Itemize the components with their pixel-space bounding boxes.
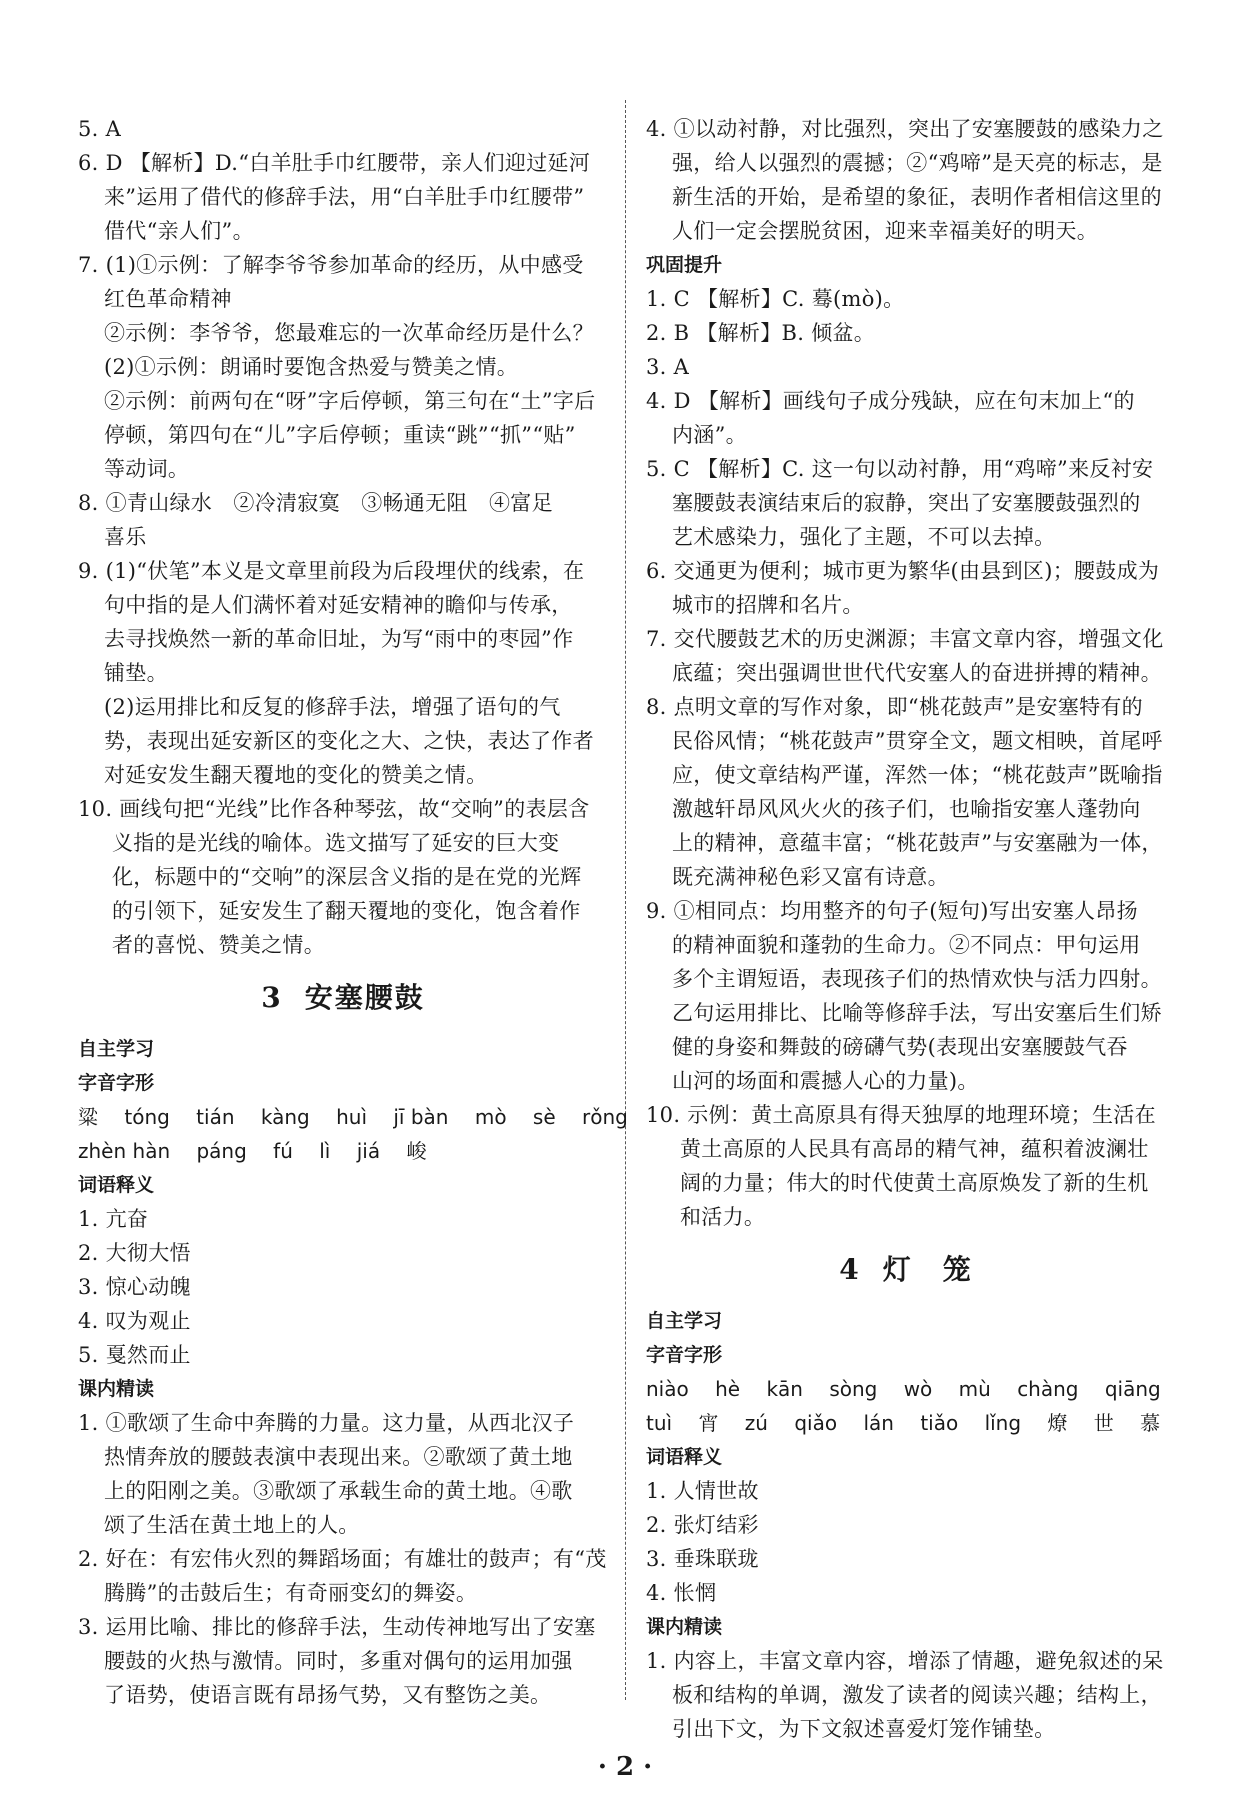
pinyin-item: 慕 [1140, 1411, 1161, 1435]
answer-line: ②示例：前两句在“呀”字后停顿，第三句在“土”字后 [104, 389, 596, 413]
pinyin-item: 世 [1093, 1411, 1114, 1435]
pinyin-item: hè [715, 1377, 741, 1401]
ciyu-item: 1. 亢奋 [78, 1207, 149, 1231]
answer-line: 新生活的开始，是希望的象征，表明作者相信这里的 [672, 185, 1162, 209]
right-column [646, 112, 1166, 1746]
section-title-text: 安塞腰鼓 [304, 981, 425, 1014]
page-number: · 2 · [597, 1752, 653, 1782]
heading-ciyu-shiyi: 词语释义 [646, 1446, 723, 1468]
section-title-denglong [646, 1248, 1166, 1298]
answer-line: 7. 交代腰鼓艺术的历史渊源；丰富文章内容，增强文化 [646, 627, 1164, 651]
answer-line: 势，表现出延安新区的变化之大、之快，表达了作者 [104, 729, 594, 753]
answer-line: 多个主谓短语，表现孩子们的热情欢快与活力四射。 [672, 967, 1162, 991]
pinyin-item: lì [319, 1139, 331, 1163]
pinyin-item: lǐng [984, 1411, 1022, 1435]
ciyu-item: 3. 垂珠联珑 [646, 1547, 759, 1571]
pinyin-item: sòng [829, 1377, 878, 1401]
heading-kenei-jingdu: 课内精读 [646, 1616, 723, 1638]
ciyu-item: 5. 戛然而止 [78, 1343, 191, 1367]
answer-line: (2)①示例：朗诵时要饱含热爱与赞美之情。 [104, 355, 519, 379]
answer-line: 义指的是光线的喻体。选文描写了延安的巨大变 [112, 831, 560, 855]
heading-ziyin-zixing: 字音字形 [78, 1072, 155, 1094]
pinyin-item: sè [532, 1105, 556, 1129]
ciyu-item: 2. 张灯结彩 [646, 1513, 759, 1537]
answer-line: 8. ①青山绿水 ②冷清寂寞 ③畅通无阻 ④富足 [78, 491, 553, 515]
answer-line: 阔的力量；伟大的时代使黄土高原焕发了新的生机 [680, 1171, 1149, 1195]
answer-line: 3. 运用比喻、排比的修辞手法，生动传神地写出了安塞 [78, 1615, 596, 1639]
heading-ziyin-zixing: 字音字形 [646, 1344, 723, 1366]
answer-line: 底蕴；突出强调世世代代安塞人的奋进拼搏的精神。 [672, 661, 1162, 685]
section-title-text: 灯 笼 [882, 1253, 973, 1286]
answer-line: 喜乐 [104, 525, 147, 549]
pinyin-row [646, 1406, 1166, 1440]
answer-line: 来”运用了借代的修辞手法，用“白羊肚手巾红腰带” [104, 185, 585, 209]
section-number: 4 [839, 1253, 861, 1286]
ciyu-item: 3. 惊心动魄 [78, 1275, 191, 1299]
pinyin-item: lán [863, 1411, 894, 1435]
answer-line: 和活力。 [680, 1205, 766, 1229]
answer-line: 强，给人以强烈的震撼；②“鸡啼”是天亮的标志，是 [672, 151, 1163, 175]
pinyin-item: tóng [124, 1105, 170, 1129]
answer-line: 停顿，第四句在“儿”字后停顿；重读“跳”“抓”“贴” [104, 423, 576, 447]
answer-line: 句中指的是人们满怀着对延安精神的瞻仰与传承， [104, 593, 573, 617]
answer-line: 借代“亲人们”。 [104, 219, 254, 243]
answer-line: 的精神面貌和蓬勃的生命力。②不同点：甲句运用 [672, 933, 1141, 957]
ciyu-item: 2. 大彻大悟 [78, 1241, 191, 1265]
answer-line: 2. 好在：有宏伟火烈的舞蹈场面；有雄壮的鼓声；有“茂 [78, 1547, 607, 1571]
ciyu-item: 4. 叹为观止 [78, 1309, 191, 1333]
pinyin-row [646, 1372, 1166, 1406]
answer-line: 了语势，使语言既有昂扬气势，又有整饬之美。 [104, 1683, 552, 1707]
answer-line: 10. 示例：黄土高原具有得天独厚的地理环境；生活在 [646, 1103, 1156, 1127]
answer-line: 化，标题中的“交响”的深层含义指的是在党的光辉 [112, 865, 582, 889]
section-title-ansai-yaogu [78, 976, 608, 1026]
left-column [78, 112, 628, 1712]
pinyin-item: huì [336, 1105, 368, 1129]
answer-line: 上的阳刚之美。③歌颂了承载生命的黄土地。④歌 [104, 1479, 573, 1503]
answer-line: 者的喜悦、赞美之情。 [112, 933, 325, 957]
answer-line: 乙句运用排比、比喻等修辞手法，写出安塞后生们矫 [672, 1001, 1162, 1025]
answer-line: 1. 内容上，丰富文章内容，增添了情趣，避免叙述的呆 [646, 1649, 1164, 1673]
pinyin-item: jiá [356, 1139, 381, 1163]
pinyin-item: jī bàn [393, 1105, 449, 1129]
answer-line: 艺术感染力，强化了主题，不可以去掉。 [672, 525, 1056, 549]
pinyin-item: tuì [646, 1411, 673, 1435]
pinyin-item: qiǎo [794, 1411, 838, 1435]
answer-line: 8. 点明文章的写作对象，即“桃花鼓声”是安塞特有的 [646, 695, 1143, 719]
answer-line: 9. (1)“伏笔”本义是文章里前段为后段埋伏的线索，在 [78, 559, 585, 583]
pinyin-item: fú [273, 1139, 293, 1163]
pinyin-item: qiāng [1104, 1377, 1161, 1401]
pinyin-item: 粱 [78, 1105, 98, 1129]
answer-line: 腰鼓的火热与激情。同时，多重对偶句的运用加强 [104, 1649, 573, 1673]
answer-line: 应，使文章结构严谨，浑然一体；“桃花鼓声”既喻指 [672, 763, 1163, 787]
pinyin-item: zhèn hàn [78, 1139, 171, 1163]
answer-line: 山河的场面和震撼人心的力量)。 [672, 1069, 979, 1093]
pinyin-item: niào [646, 1377, 689, 1401]
answer-line: 5. C 【解析】C. 这一句以动衬静，用“鸡啼”来反衬安 [646, 457, 1154, 481]
ciyu-item: 1. 人情世故 [646, 1479, 759, 1503]
answer-line: ②示例：李爷爷，您最难忘的一次革命经历是什么？ [104, 321, 594, 345]
answer-line: 2. B 【解析】B. 倾盆。 [646, 321, 876, 345]
answer-line: 颂了生活在黄土地上的人。 [104, 1513, 360, 1537]
pinyin-item: kàng [260, 1105, 310, 1129]
heading-zizhu-xuexi: 自主学习 [646, 1310, 723, 1332]
heading-zizhu-xuexi: 自主学习 [78, 1038, 155, 1060]
heading-gonggu-tisheng: 巩固提升 [646, 254, 723, 276]
pinyin-item: mù [958, 1377, 991, 1401]
pinyin-item: 燎 [1047, 1411, 1068, 1435]
answer-line: 4. D 【解析】画线句子成分残缺，应在句末加上“的 [646, 389, 1135, 413]
answer-line: 内涵”。 [672, 423, 747, 447]
answer-line: 健的身姿和舞鼓的磅礴气势(表现出安塞腰鼓气吞 [672, 1035, 1128, 1059]
pinyin-item: tiǎo [920, 1411, 959, 1435]
answer-line: 既充满神秘色彩又富有诗意。 [672, 865, 949, 889]
answer-line: 人们一定会摆脱贫困，迎来幸福美好的明天。 [672, 219, 1098, 243]
left-answers-block-a [78, 112, 608, 962]
answer-line: 热情奔放的腰鼓表演中表现出来。②歌颂了黄土地 [104, 1445, 573, 1469]
pinyin-item: rǒng [582, 1105, 628, 1129]
answer-line: 铺垫。 [104, 661, 168, 685]
answer-line: 激越轩昂风风火火的孩子们，也喻指安塞人蓬勃向 [672, 797, 1141, 821]
pinyin-item: chàng [1017, 1377, 1079, 1401]
answer-line: 6. D 【解析】D.“白羊肚手巾红腰带，亲人们迎过延河 [78, 151, 591, 175]
heading-ciyu-shiyi: 词语释义 [78, 1174, 155, 1196]
heading-kenei-jingdu: 课内精读 [78, 1378, 155, 1400]
pinyin-item: tián [196, 1105, 235, 1129]
answer-line: 10. 画线句把“光线”比作各种琴弦，故“交响”的表层含 [78, 797, 590, 821]
answer-line: 塞腰鼓表演结束后的寂静，突出了安塞腰鼓强烈的 [672, 491, 1141, 515]
answer-line: 等动词。 [104, 457, 190, 481]
column-divider [625, 100, 626, 1700]
answer-line: 城市的招牌和名片。 [672, 593, 864, 617]
answer-line: 板和结构的单调，激发了读者的阅读兴趣；结构上， [672, 1683, 1162, 1707]
pinyin-row [78, 1134, 608, 1168]
pinyin-item: kān [766, 1377, 803, 1401]
answer-line: 引出下文，为下文叙述喜爱灯笼作铺垫。 [672, 1717, 1056, 1741]
answer-line: 红色革命精神 [104, 287, 232, 311]
pinyin-item: wò [903, 1377, 933, 1401]
answer-line: 4. ①以动衬静，对比强烈，突出了安塞腰鼓的感染力之 [646, 117, 1164, 141]
answer-line: 7. (1)①示例：了解李爷爷参加革命的经历，从中感受 [78, 253, 584, 277]
pinyin-item: mò [474, 1105, 507, 1129]
answer-line: 上的精神，意蕴丰富；“桃花鼓声”与安塞融为一体， [672, 831, 1163, 855]
answer-line: 5. A [78, 117, 122, 141]
answer-line: 3. A [646, 355, 690, 379]
pinyin-row [78, 1100, 628, 1134]
ciyu-item: 4. 怅惘 [646, 1581, 717, 1605]
pinyin-item: 峻 [406, 1139, 427, 1163]
answer-line: 黄土高原的人民具有高昂的精气神，蕴积着波澜壮 [680, 1137, 1149, 1161]
section-number: 3 [261, 981, 283, 1014]
answer-line: 对延安发生翻天覆地的变化的赞美之情。 [104, 763, 488, 787]
answer-line: 1. ①歌颂了生命中奔腾的力量。这力量，从西北汉子 [78, 1411, 575, 1435]
pinyin-item: 宵 [698, 1411, 719, 1435]
answer-line: 腾腾”的击鼓后生；有奇丽变幻的舞姿。 [104, 1581, 478, 1605]
answer-line: 民俗风情；“桃花鼓声”贯穿全文，题文相映，首尾呼 [672, 729, 1163, 753]
answer-line: 6. 交通更为便利；城市更为繁华(由县到区)；腰鼓成为 [646, 559, 1160, 583]
answer-line: 的引领下，延安发生了翻天覆地的变化，饱含着作 [112, 899, 581, 923]
answer-line: 1. C 【解析】C. 蓦(mò)。 [646, 287, 905, 311]
pinyin-item: páng [196, 1139, 247, 1163]
answer-line: 去寻找焕然一新的革命旧址，为写“雨中的枣园”作 [104, 627, 574, 651]
answer-line: (2)运用排比和反复的修辞手法，增强了语句的气 [104, 695, 561, 719]
answer-line: 9. ①相同点：均用整齐的句子(短句)写出安塞人昂扬 [646, 899, 1138, 923]
pinyin-item: zú [744, 1411, 768, 1435]
